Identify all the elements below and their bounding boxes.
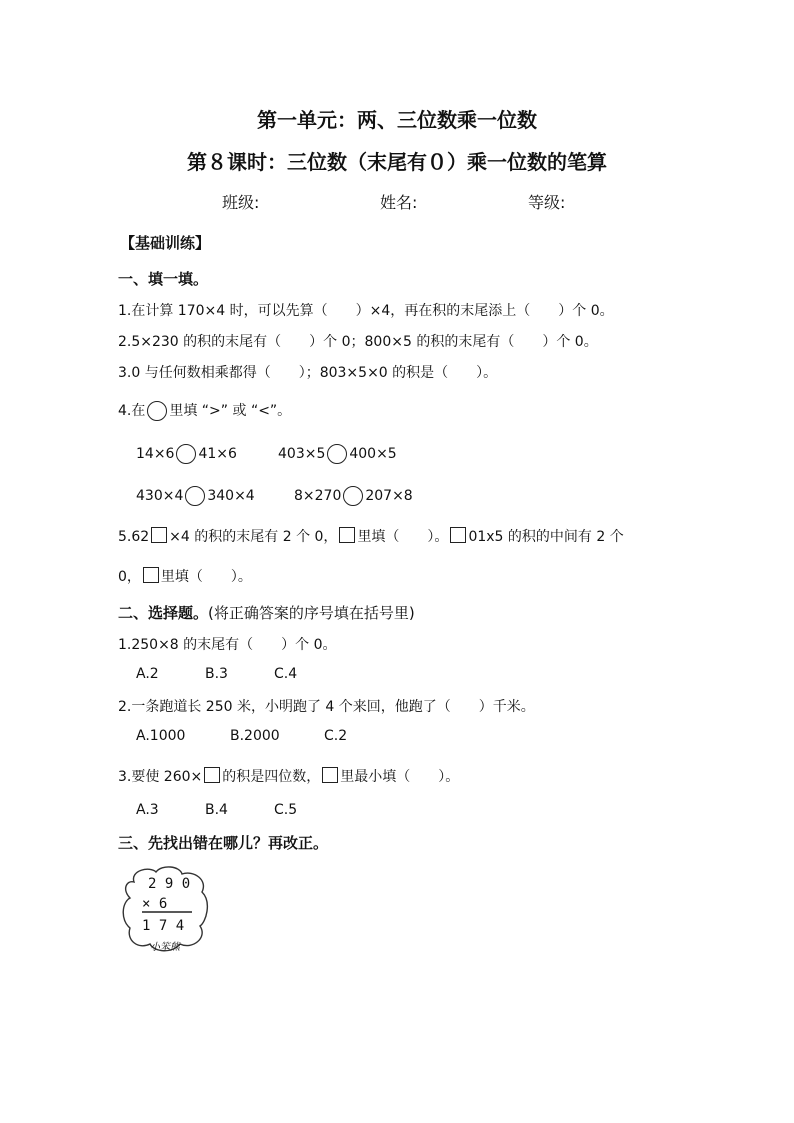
s2-question-1: 1.250×8 的末尾有（ ）个 0。 xyxy=(118,637,337,653)
name-label: 姓名: xyxy=(380,193,418,212)
compare-right: 400×5 xyxy=(349,446,397,462)
s1-question-2: 2.5×230 的积的末尾有（ ）个 0；800×5 的积的末尾有（ ）个 0。 xyxy=(118,334,598,350)
section2-heading xyxy=(118,602,415,623)
option[interactable]: A.1000 xyxy=(136,728,186,744)
compare-item xyxy=(278,444,397,464)
square-blank-icon[interactable] xyxy=(339,527,355,543)
q5-part: 里填（ ）。 xyxy=(160,569,252,585)
option[interactable]: B.4 xyxy=(205,802,228,818)
compare-right: 41×6 xyxy=(198,446,237,462)
s1-question-1: 1.在计算 170×4 时，可以先算（ ）×4，再在积的末尾添上（ ）个 0。 xyxy=(118,303,614,319)
circle-blank-icon[interactable] xyxy=(176,444,196,464)
s1-question-3: 3.0 与任何数相乘都得（ ）；803×5×0 的积是（ ）。 xyxy=(118,365,498,381)
class-label: 班级: xyxy=(222,193,260,212)
q3-part: 3.要使 260× xyxy=(118,769,203,785)
grade-label: 等级: xyxy=(528,193,566,212)
option[interactable]: C.4 xyxy=(274,666,298,682)
s1-question-5 xyxy=(118,526,624,546)
compare-left: 430×4 xyxy=(136,488,184,504)
square-blank-icon[interactable] xyxy=(151,527,167,543)
section2-note: (将正确答案的序号填在括号里) xyxy=(208,604,415,622)
q5-part: 5.62 xyxy=(118,529,150,545)
q4-suffix: 里填 “>” 或 “<”。 xyxy=(169,403,292,419)
circle-blank-icon[interactable] xyxy=(327,444,347,464)
option[interactable]: C.2 xyxy=(324,728,348,744)
wrong-calculation-figure xyxy=(120,862,212,954)
compare-right: 207×8 xyxy=(365,488,413,504)
calc-result: 1 7 4 xyxy=(142,918,185,934)
option[interactable]: B.2000 xyxy=(230,728,280,744)
compare-left: 14×6 xyxy=(136,446,175,462)
compare-right: 340×4 xyxy=(207,488,255,504)
calc-multiplier: × 6 xyxy=(142,896,168,912)
q5-part: 0， xyxy=(118,569,141,585)
square-blank-icon[interactable] xyxy=(204,767,220,783)
basic-training-heading: 【基础训练】 xyxy=(120,234,211,252)
q5-part: 里填（ ）。 xyxy=(357,529,449,545)
option[interactable]: A.3 xyxy=(136,802,159,818)
compare-left: 403×5 xyxy=(278,446,326,462)
option[interactable]: B.3 xyxy=(205,666,228,682)
s1-question-4 xyxy=(118,400,291,421)
compare-item xyxy=(136,444,237,464)
compare-left: 8×270 xyxy=(294,488,342,504)
compare-item xyxy=(136,486,255,506)
section1-heading: 一、填一填。 xyxy=(118,270,209,288)
circle-blank-icon[interactable] xyxy=(343,486,363,506)
section3-heading: 三、先找出错在哪儿？再改正。 xyxy=(118,834,329,852)
circle-blank-icon xyxy=(147,401,167,421)
square-blank-icon[interactable] xyxy=(143,567,159,583)
square-blank-icon[interactable] xyxy=(450,527,466,543)
s2-question-2: 2.一条跑道长 250 米，小明跑了 4 个来回，他跑了（ ）千米。 xyxy=(118,699,535,715)
square-blank-icon[interactable] xyxy=(322,767,338,783)
page-title: 第一单元：两、三位数乘一位数 xyxy=(257,108,537,132)
s1-question-5-cont xyxy=(118,566,252,586)
option[interactable]: C.5 xyxy=(274,802,298,818)
circle-blank-icon[interactable] xyxy=(185,486,205,506)
q5-part: 01x5 的积的中间有 2 个 xyxy=(468,529,624,545)
option[interactable]: A.2 xyxy=(136,666,159,682)
section2-title: 二、选择题。 xyxy=(118,604,209,622)
compare-item xyxy=(294,486,413,506)
calc-caption: 小笨熊 xyxy=(150,942,180,953)
q5-part: ×4 的积的末尾有 2 个 0， xyxy=(169,529,338,545)
calc-multiplicand: 2 9 0 xyxy=(148,876,191,892)
q3-part: 的积是四位数， xyxy=(222,769,321,785)
s2-question-3 xyxy=(118,766,459,786)
q4-prefix: 4.在 xyxy=(118,403,146,419)
lesson-subtitle: 第８课时：三位数（末尾有０）乘一位数的笔算 xyxy=(187,150,607,174)
q3-part: 里最小填（ ）。 xyxy=(340,769,460,785)
